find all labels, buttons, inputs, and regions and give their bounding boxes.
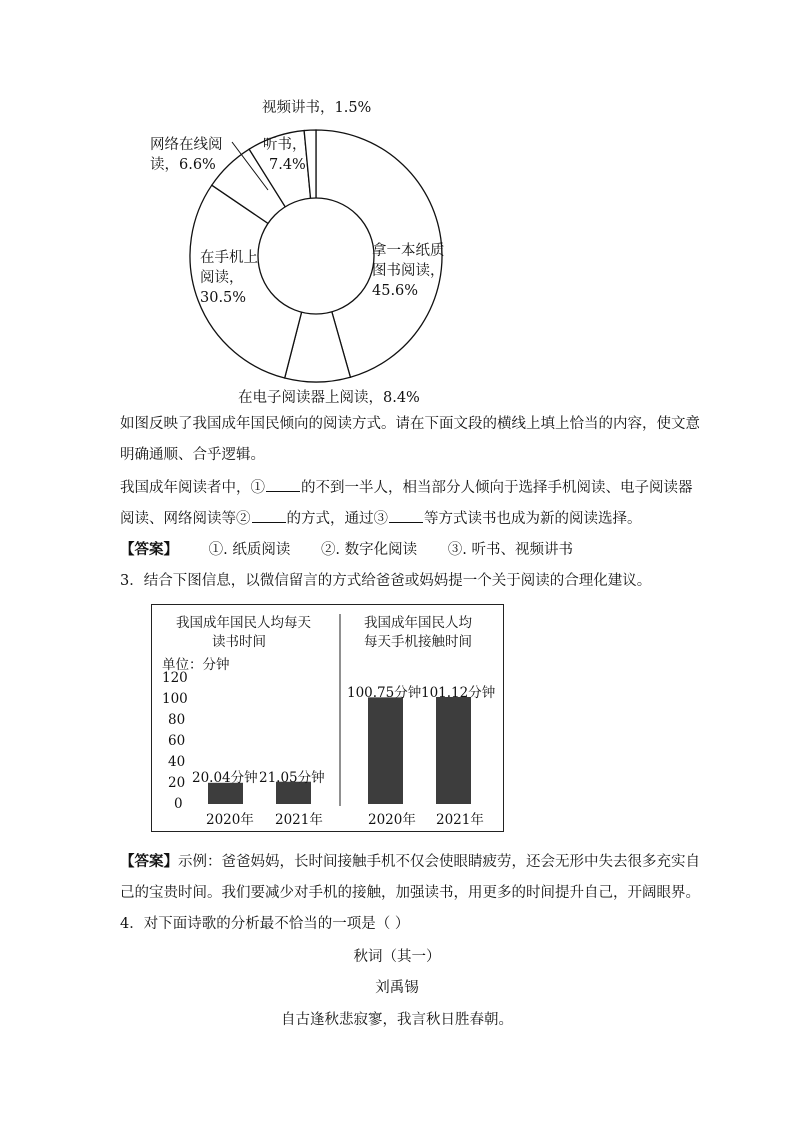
q4-prompt: 4．对下面诗歌的分析最不恰当的一项是（ ） (120, 916, 410, 932)
label-ereader-reading: 在电子阅读器上阅读，8.4% (238, 390, 420, 406)
y-tick-80: 80 (168, 712, 186, 728)
x-label-read-2021: 2021年 (275, 812, 323, 828)
poem-title: 秋词（其一） (353, 949, 441, 965)
q2-passage-line1: 我国成年阅读者中，① 的不到一半人，相当部分人倾向于选择手机阅读、电子阅读器 (120, 477, 693, 498)
y-tick-60: 60 (168, 733, 186, 749)
y-tick-20: 20 (168, 775, 186, 791)
q3-answer-line1: 【答案】示例：爸爸妈妈，长时间接触手机不仅会使眼睛疲劳，还会无形中失去很多充实自 (120, 853, 700, 870)
poem-line-1: 自古逢秋悲寂寥，我言秋日胜春朝。 (281, 1012, 513, 1028)
answer-1: ①. 纸质阅读 (208, 542, 291, 558)
answer-2: ②. 数字化阅读 (320, 542, 418, 558)
q2-passage-line2: 阅读、网络阅读等② 的方式，通过③ 等方式读书也成为新的阅读选择。 (120, 508, 642, 529)
label-video-lecture: 视频讲书，1.5% (262, 100, 372, 116)
poem-author: 刘禹锡 (375, 980, 419, 996)
label-online-reading: 网络在线阅 读，6.6% (150, 137, 223, 173)
y-tick-120: 120 (162, 670, 188, 686)
q3-prompt: 3．结合下图信息，以微信留言的方式给爸爸或妈妈提一个关于阅读的合理化建议。 (120, 573, 652, 589)
q2-intro-line1: 如图反映了我国成年国民倾向的阅读方式。请在下面文段的横线上填上恰当的内容，使文意 (120, 416, 700, 432)
bar-phone-2021年 (436, 697, 471, 804)
q3-answer-label: 【答案】 (120, 853, 178, 870)
left-chart-unit: 单位：分钟 (162, 657, 230, 673)
bar-label-read-2021: 21.05分钟 (259, 770, 325, 786)
bar-label-read-2020: 20.04分钟 (192, 770, 258, 786)
left-chart-title-line2: 读书时间 (212, 634, 266, 650)
label-audiobook: 听书， 7.4% (263, 137, 307, 173)
y-tick-40: 40 (168, 754, 186, 770)
right-chart-title-line1: 我国成年国民人均 (364, 615, 472, 631)
x-label-phone-2021: 2021年 (436, 812, 484, 828)
answer-3: ③. 听书、视频讲书 (447, 542, 573, 558)
bar-label-phone-2021: 101.12分钟 (421, 685, 496, 701)
label-paper-book-reading: 拿一本纸质 图书阅读， 45.6% (372, 243, 445, 299)
label-phone-reading: 在手机上 阅读， 30.5% (200, 250, 258, 306)
bar-phone-2020年 (368, 697, 403, 804)
y-tick-100: 100 (162, 691, 188, 707)
x-label-read-2020: 2020年 (206, 812, 254, 828)
bar-label-phone-2020: 100.75分钟 (347, 685, 422, 701)
answer-label: 【答案】 (120, 541, 178, 558)
q2-intro-line2: 明确通顺、合乎逻辑。 (120, 447, 265, 463)
right-chart-title-line2: 每天手机接触时间 (364, 634, 472, 650)
left-chart-title-line1: 我国成年国民人均每天 (176, 615, 311, 631)
y-tick-0: 0 (174, 796, 183, 812)
x-label-phone-2020: 2020年 (368, 812, 416, 828)
q3-answer-line2: 己的宝贵时间。我们要减少对手机的接触，加强读书，用更多的时间提升自己，开阔眼界。 (120, 885, 700, 901)
